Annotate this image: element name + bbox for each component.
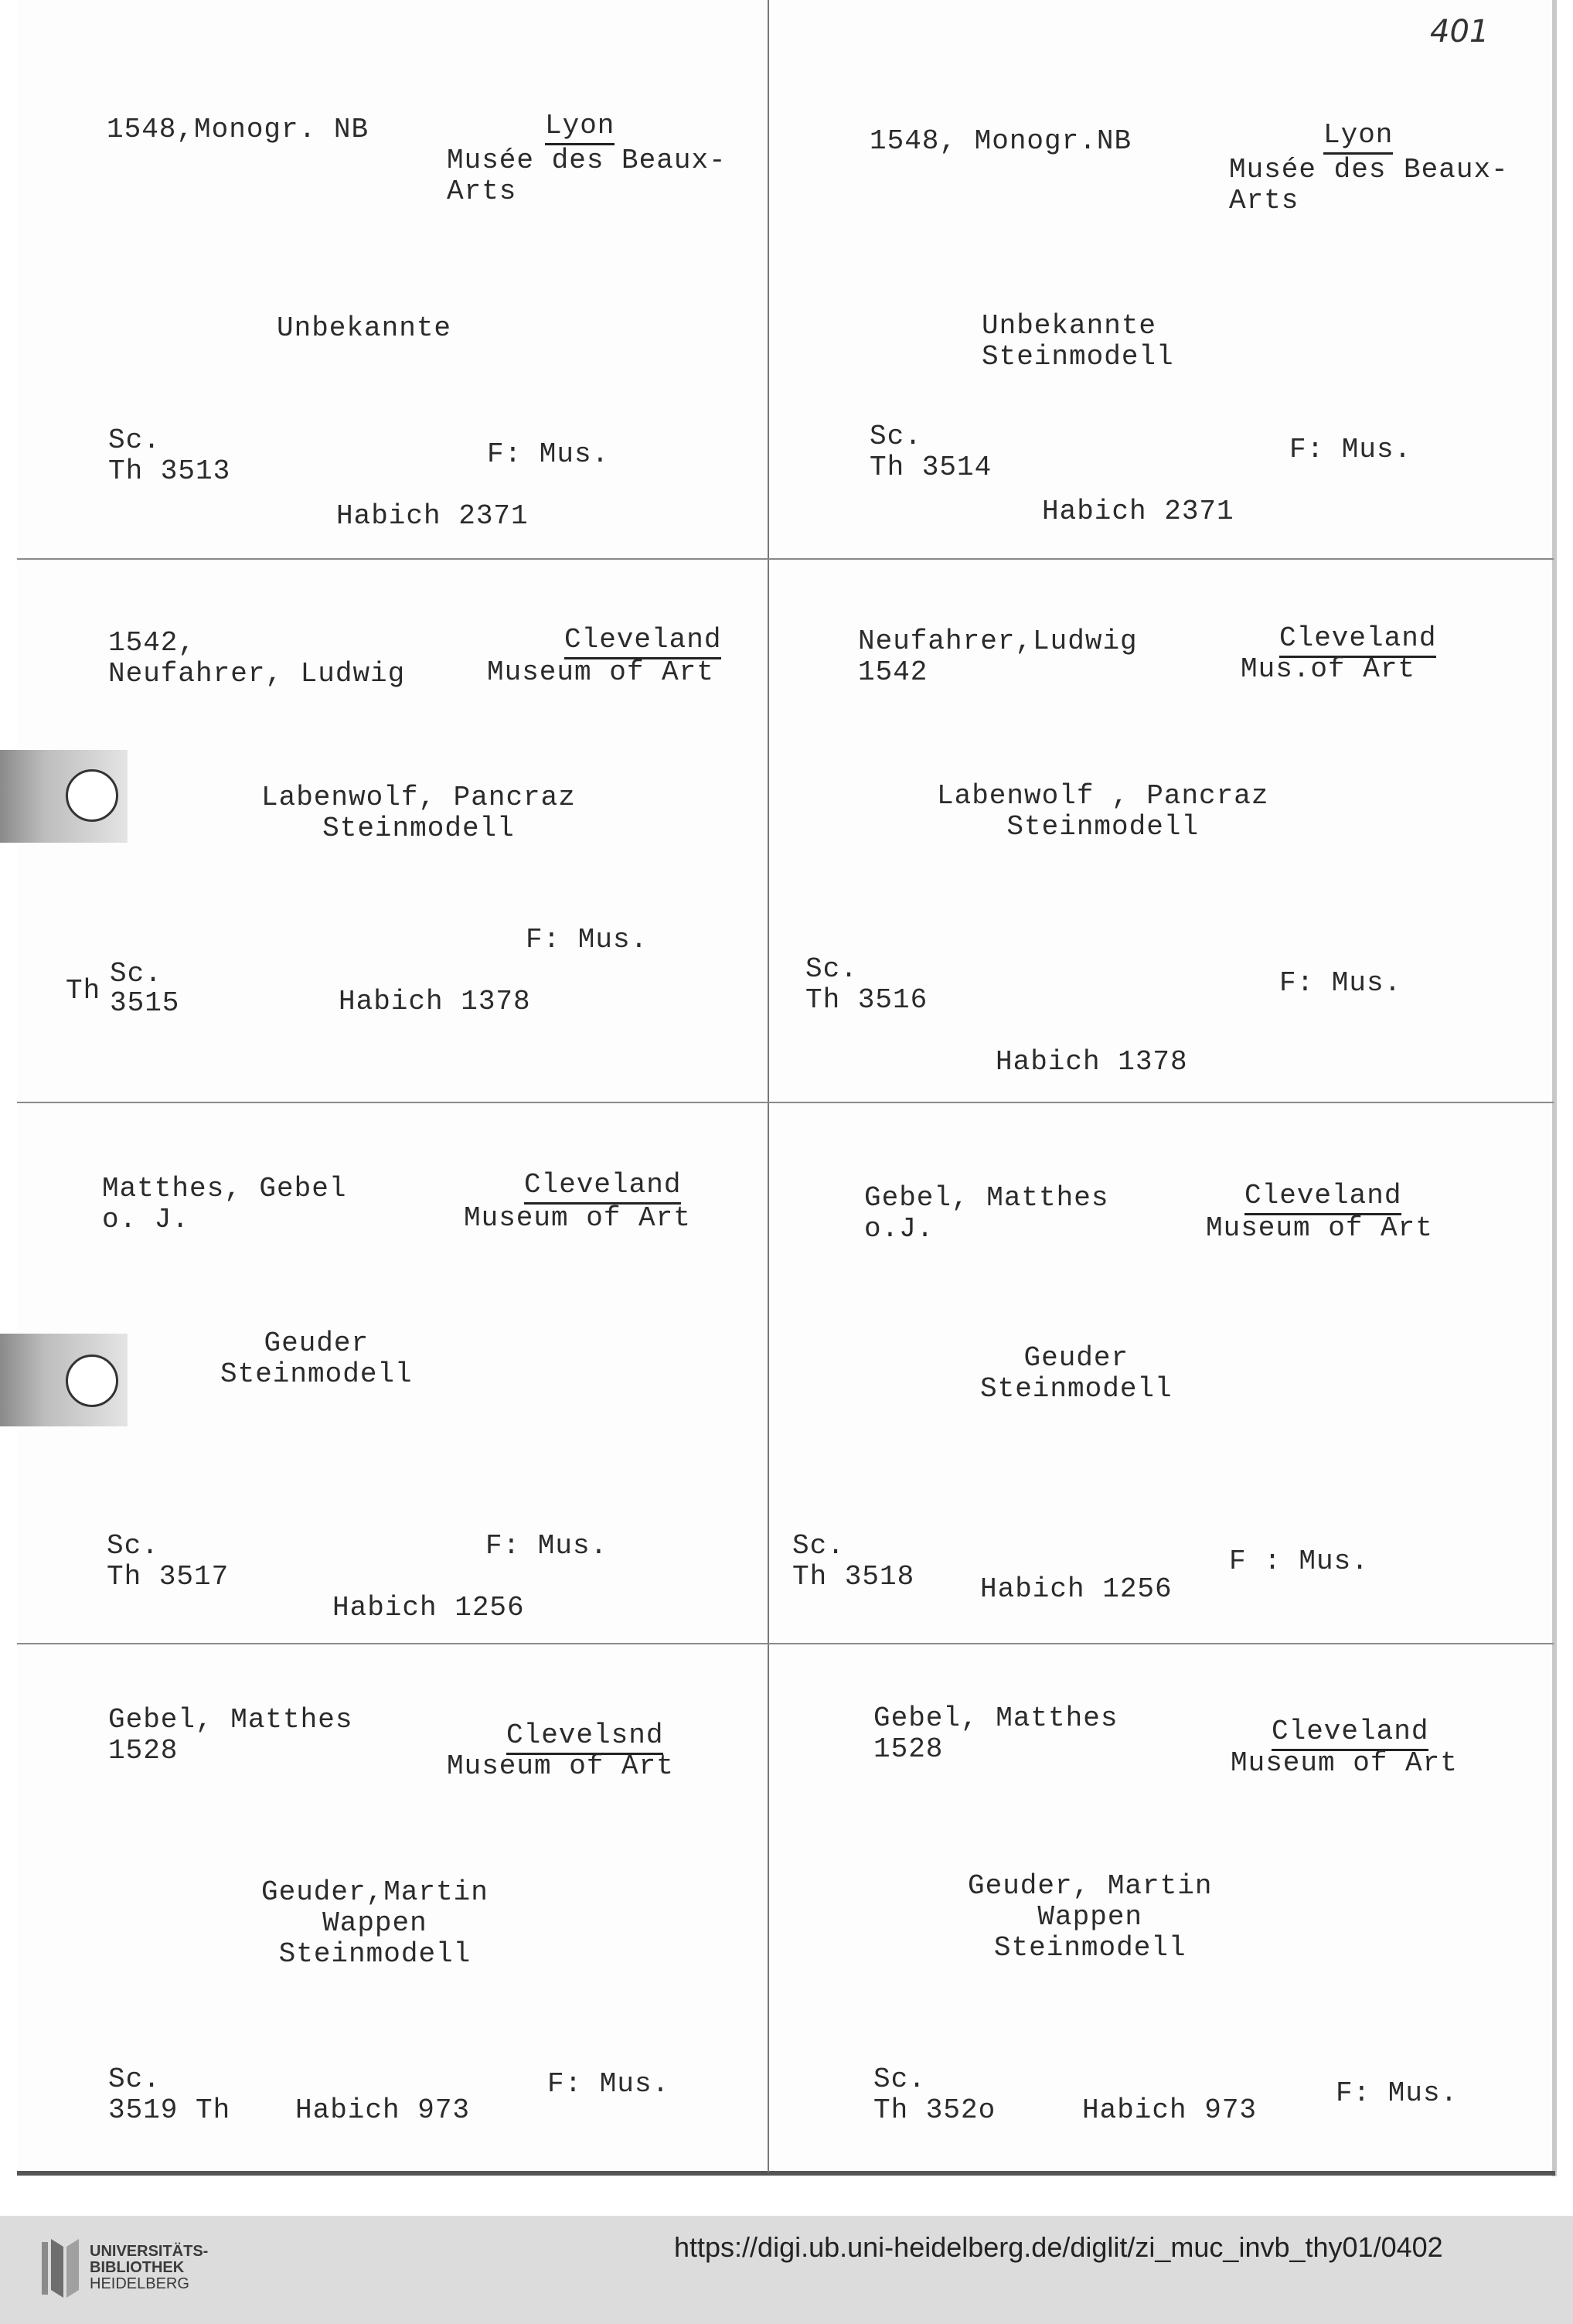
- card-shelfmark: Sc. Th 3517: [107, 1530, 230, 1593]
- row-divider: [17, 1102, 1554, 1103]
- card-museum: Musée des Beaux- Arts: [1229, 154, 1509, 216]
- library-name-line: HEIDELBERG: [90, 2275, 189, 2292]
- card-format: F : Mus.: [1229, 1545, 1369, 1577]
- card-shelfmark: Sc. 3519 Th: [108, 2063, 231, 2126]
- card-city: Cleveland: [1279, 623, 1436, 658]
- card-th: Th: [66, 975, 101, 1007]
- card-format: F: Mus.: [526, 924, 649, 956]
- sheet-edge-right: [1552, 0, 1557, 2176]
- card-museum: Musée des Beaux- Arts: [447, 145, 727, 207]
- library-name: [90, 2244, 208, 2292]
- card-subject: Unbekannte Steinmodell: [982, 310, 1174, 373]
- card-habich: Habich 973: [1082, 2094, 1258, 2126]
- card-subject: Geuder, Martin Wappen Steinmodell: [968, 1870, 1213, 1964]
- punch-hole: [66, 769, 118, 822]
- card-city: Cleveland: [564, 625, 721, 659]
- card-number: 3515: [110, 987, 180, 1019]
- card-city: Cleveland: [524, 1170, 681, 1205]
- card-shelfmark: Sc. Th 3518: [792, 1530, 915, 1593]
- card-museum: Museum of Art: [1206, 1212, 1433, 1244]
- library-name-line: UNIVERSITÄTS-: [90, 2243, 209, 2260]
- card-subject: Labenwolf , Pancraz Steinmodell: [937, 780, 1269, 843]
- card-date-source: Gebel, Matthes o.J.: [864, 1182, 1109, 1245]
- library-name-line: BIBLIOTHEK: [90, 2259, 185, 2276]
- card-format: F: Mus.: [485, 1530, 608, 1562]
- card-subject: Geuder Steinmodell: [980, 1342, 1173, 1405]
- card-date-source: Gebel, Matthes 1528: [108, 1704, 353, 1767]
- card-shelfmark: Sc.: [110, 958, 162, 990]
- card-format: F: Mus.: [1279, 967, 1402, 999]
- card-museum: Mus.of Art: [1241, 653, 1416, 685]
- card-museum: Museum of Art: [487, 656, 714, 688]
- card-habich: Habich 1256: [332, 1592, 525, 1624]
- card-habich: Habich 1378: [996, 1046, 1188, 1078]
- card-museum: Museum of Art: [447, 1750, 674, 1782]
- punch-hole: [66, 1355, 118, 1407]
- card-shelfmark: Sc. Th 3514: [870, 421, 992, 483]
- card-format: F: Mus.: [1289, 434, 1412, 465]
- page-note: 401: [1430, 14, 1490, 49]
- row-divider: [17, 558, 1554, 560]
- sheet-edge-bottom: [17, 2171, 1555, 2176]
- card-city: Lyon: [1323, 120, 1393, 155]
- card-city: Lyon: [545, 111, 615, 145]
- card-city: Clevelsnd: [506, 1720, 663, 1755]
- card-date-source: Gebel, Matthes 1528: [873, 1702, 1118, 1765]
- card-shelfmark: Sc. Th 352o: [873, 2063, 996, 2126]
- row-divider: [17, 1643, 1554, 1644]
- card-date-source: 1548, Monogr.NB: [870, 125, 1132, 157]
- card-format: F: Mus.: [547, 2068, 670, 2100]
- card-subject: Geuder,Martin Wappen Steinmodell: [261, 1876, 489, 1970]
- card-habich: Habich 1256: [980, 1573, 1173, 1605]
- card-city: Cleveland: [1244, 1181, 1401, 1215]
- card-habich: Habich 1378: [339, 986, 531, 1017]
- card-date-source: Matthes, Gebel o. J.: [102, 1173, 347, 1235]
- card-date-source: 1542, Neufahrer, Ludwig: [108, 627, 406, 690]
- card-date-source: 1548,Monogr. NB: [107, 114, 369, 145]
- library-logo-icon: [39, 2236, 85, 2301]
- card-habich: Habich 2371: [336, 500, 529, 532]
- card-museum: Museum of Art: [464, 1202, 691, 1234]
- card-subject: Labenwolf, Pancraz Steinmodell: [261, 782, 576, 844]
- column-divider: [768, 0, 769, 2172]
- card-habich: Habich 2371: [1042, 496, 1234, 527]
- card-shelfmark: Sc. Th 3513: [108, 424, 231, 487]
- card-habich: Habich 973: [295, 2094, 471, 2126]
- card-museum: Museum of Art: [1231, 1747, 1458, 1779]
- card-format: F: Mus.: [1336, 2077, 1459, 2109]
- card-format: F: Mus.: [487, 438, 610, 470]
- card-shelfmark: Sc. Th 3516: [805, 953, 928, 1016]
- card-subject: Unbekannte: [277, 312, 452, 344]
- permalink-url[interactable]: https://digi.ub.uni-heidelberg.de/diglit/zi_muc_invb_thy01/0402: [674, 2231, 1443, 2263]
- card-date-source: Neufahrer,Ludwig 1542: [858, 625, 1138, 688]
- catalog-sheet: [17, 0, 1555, 2176]
- card-subject: Geuder Steinmodell: [220, 1327, 413, 1390]
- card-city: Cleveland: [1272, 1716, 1428, 1751]
